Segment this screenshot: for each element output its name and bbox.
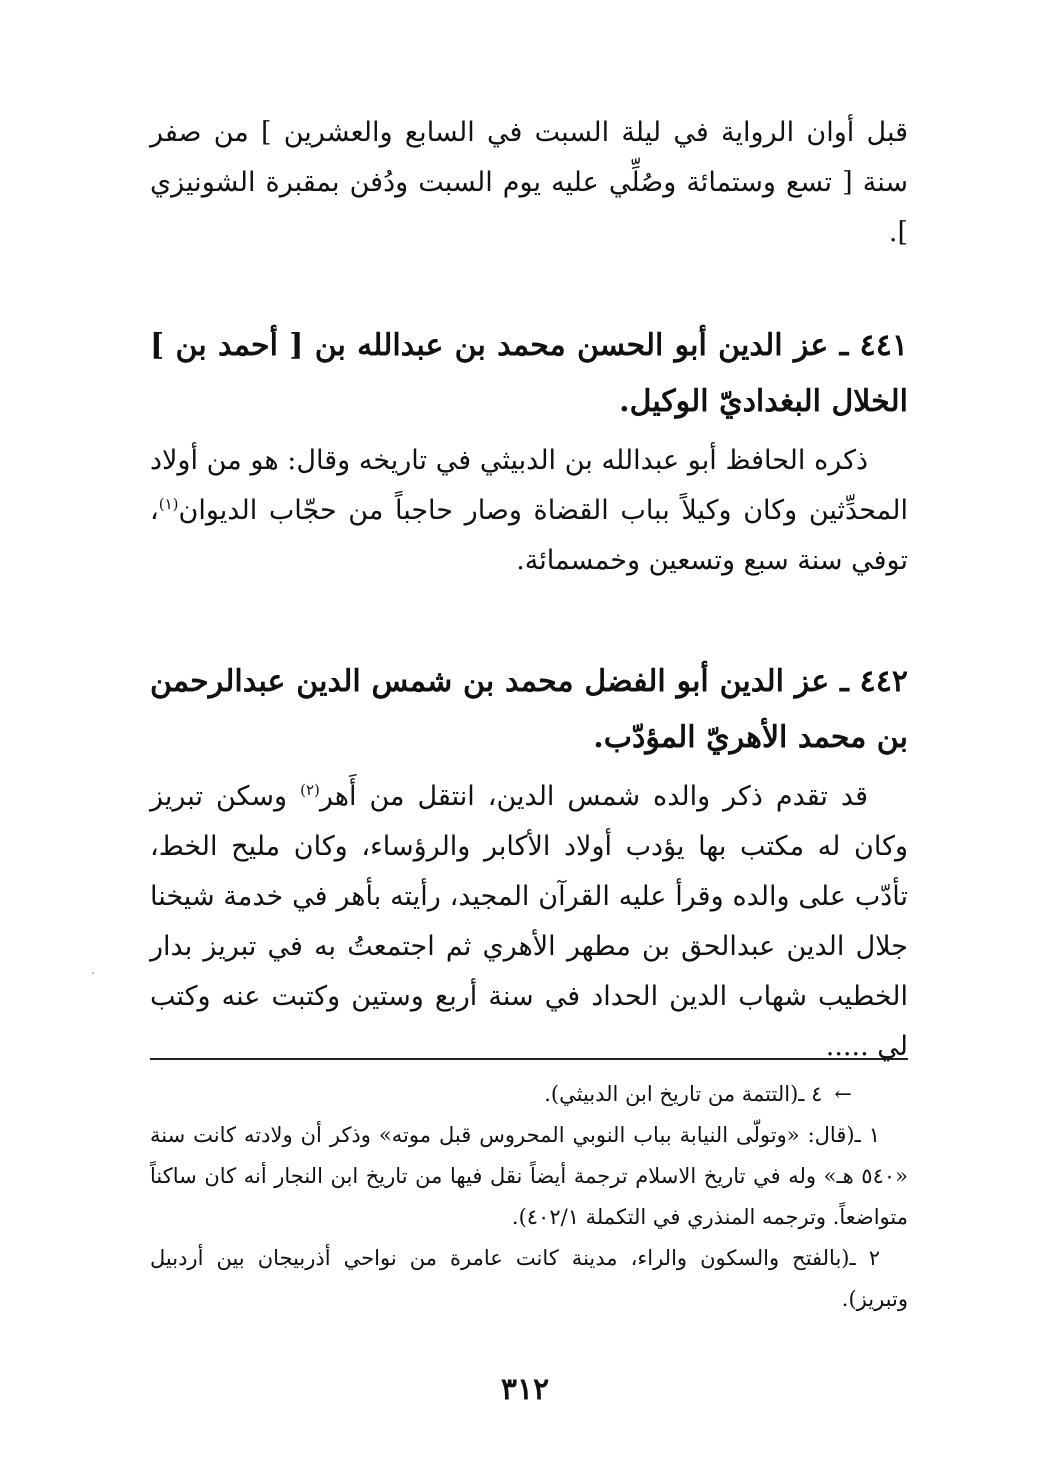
entry-body-text: وسكن تبريز وكان له مكتب بها يؤدب أولاد الأكابر والرؤساء، وكان مليح الخط، تأدّب على والده وقرأ عليه القرآن المجيد، رأيته بأهر في خدمة شيخنا جلال الدين عبدالحق بن مطهر الأهري ثم اجتمعتُ به في تبريز بدار الخطيب شهاب الدين الحداد في سنة أربع وستين وكتبت عنه وكتب لي ..... [150, 781, 908, 1062]
entry-title: ٤٤٢ ـ عز الدين أبو الفضل محمد بن شمس الدين عبدالرحمن بن محمد الأهريّ المؤدّب. [150, 664, 908, 755]
opening-paragraph: قبل أوان الرواية في ليلة السبت في السابع والعشرين ] من صفر سنة [ تسع وستمائة وصُلِّي عليه يوم السبت ودُفن بمقبرة الشونيزي ]. [150, 117, 908, 248]
entry-body [150, 436, 908, 586]
entry-body-text: ذكره الحافظ أبو عبدالله بن الدبيثي في تاريخه وقال: هو من أولاد المحدِّثين وكان وكيلاً بباب القضاة وصار حاجباً من حجّاب الديوان [150, 445, 908, 526]
entry-body-text: ، توفي سنة سبع وتسعين وخمسمائة. [150, 495, 908, 576]
entry-title: ٤٤١ ـ عز الدين أبو الحسن محمد بن عبدالله بن [ أحمد بن ] الخلال البغداديّ الوكيل. [150, 328, 908, 419]
entry-body-text: قد تقدم ذكر والده شمس الدين، انتقل من أَهر [319, 781, 869, 812]
footnote-marker: (١) [158, 495, 179, 513]
footnote-source-text: ٤ ـ(التتمة من تاريخ ابن الدبيثي). [544, 1082, 823, 1106]
margin-speck [92, 972, 94, 974]
arrow-icon: ← [834, 1082, 852, 1106]
footnote-divider [150, 1058, 908, 1060]
footnotes-section [150, 1058, 908, 1320]
entry-body [150, 772, 908, 1072]
page-number: ٣١٢ [500, 1372, 550, 1407]
entry-442 [150, 654, 908, 1072]
footnote-1: ١ ـ(قال: «وتولّى النيابة بباب النوبي المحروس قبل موته» وذكر أن ولادته كانت سنة «٥٤٠ هـ» وله في تاريخ الاسلام ترجمة أيضاً نقل فيها من تاريخ ابن النجار أنه كان ساكناً متواضعاً. وترجمه المنذري في التكملة ٤٠٢/١). [150, 1123, 908, 1229]
footnote-2: ٢ ـ(بالفتح والسكون والراء، مدينة كانت عامرة من نواحي أذربيجان بين أردبيل وتبريز). [150, 1246, 908, 1311]
main-text [150, 108, 908, 1072]
footnote-marker: (٢) [300, 781, 320, 799]
entry-441 [150, 318, 908, 586]
footnote-source [150, 1074, 908, 1115]
